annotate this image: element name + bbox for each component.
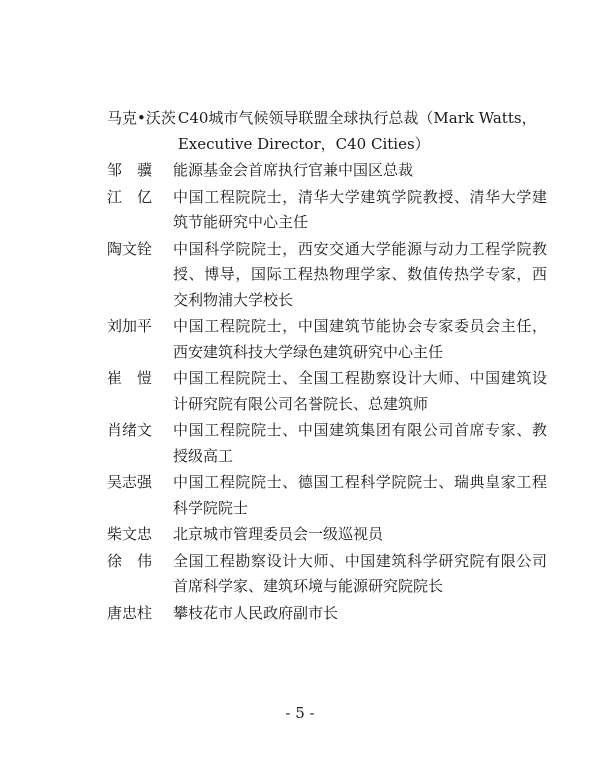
member-name: 陶文铨 [107,239,153,258]
member-roster [107,106,547,627]
page-number: - 5 - [285,704,315,722]
member-role: 中国工程院院士，清华大学建筑学院教授、清华大学建筑节能研究中心主任 [173,187,547,231]
member-role: 中国科学院院士，西安交通大学能源与动力工程学院教授、博导，国际工程热物理学家、数值传热学专家，西交利物浦大学校长 [173,239,547,309]
roster-entry [107,549,547,600]
member-name: 肖绪文 [107,421,153,439]
roster-entry [107,237,547,314]
roster-entry [107,314,547,365]
member-name: 刘加平 [107,317,153,335]
member-name: 邹 骥 [107,161,153,179]
member-role: 中国工程院院士、全国工程勘察设计大师、中国建筑设计研究院有限公司名誉院长、总建筑师 [173,369,547,413]
roster-entry [107,158,547,184]
member-name: 徐 伟 [107,551,153,570]
member-name: 江 亿 [107,187,153,206]
roster-entry [107,366,547,417]
member-role: 能源基金会首席执行官兼中国区总裁 [173,161,414,179]
roster-entry [107,418,547,469]
member-role: 中国工程院院士，中国建筑节能协会专家委员会主任，西安建筑科技大学绿色建筑研究中心主任 [173,317,547,361]
member-role: 中国工程院院士、德国工程科学院院士、瑞典皇家工程科学院院士 [173,473,547,517]
roster-entry [107,470,547,521]
member-name: 崔 愷 [107,369,153,387]
roster-entry [107,601,547,627]
roster-entry [107,522,547,548]
member-name: 柴文忠 [107,525,153,543]
member-role: C40城市气候领导联盟全球执行总裁（Mark Watts，Executive Director，C40 Cities） [177,109,537,153]
member-role: 全国工程勘察设计大师、中国建筑科学研究院有限公司首席科学家、建筑环境与能源研究院院长 [173,551,547,595]
member-role: 中国工程院院士、中国建筑集团有限公司首席专家、教授级高工 [173,421,547,465]
member-name: 马克•沃茨 [107,109,176,127]
member-name: 唐忠柱 [107,603,153,622]
member-role: 北京城市管理委员会一级巡视员 [173,525,384,543]
member-role: 攀枝花市人民政府副市长 [173,603,339,622]
roster-entry [107,185,547,236]
roster-entry [107,106,547,157]
member-name: 吴志强 [107,473,153,491]
